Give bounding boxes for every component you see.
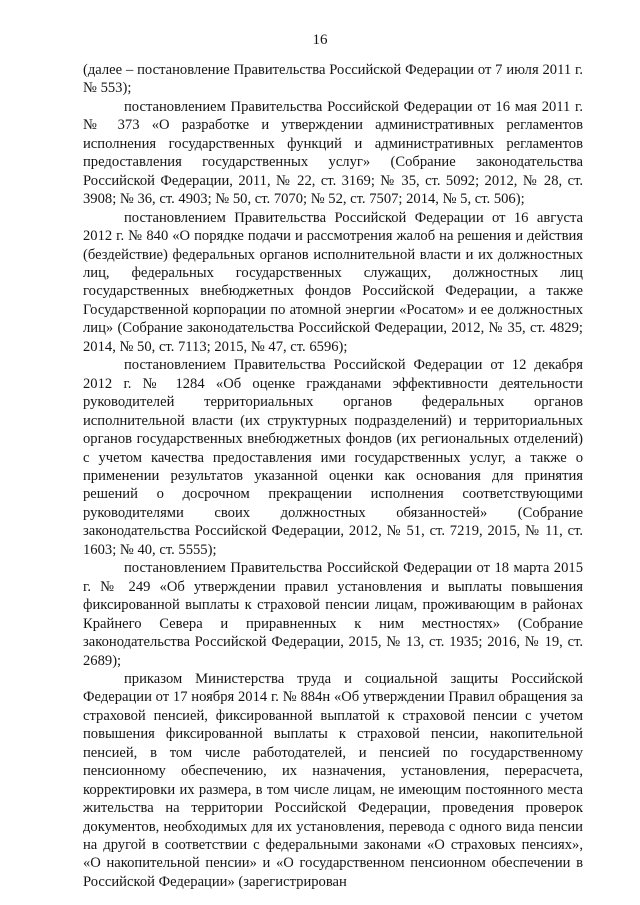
document-body (83, 61, 583, 891)
paragraph-resolution-1284: постановлением Правительства Российской Федерации от 12 декабря 2012 г. № 1284 «Об оценке гражданами эффективности деятельности руководителей территориальных органов федеральных органов исполнительной власти (их структурных подразделений) и территориальных органов государственных внебюджетных фондов (их региональных отделений) с учетом качества предоставления ими государственных услуг, а также о применении результатов указанной оценки как основания для принятия решений о досрочном прекращении исполнения соответствующими руководителями своих должностных обязанностей» (Собрание законодательства Российской Федерации, 2012, № 51, ст. 7219, 2015, № 11, ст. 1603; № 40, ст. 5555); (83, 357, 583, 558)
paragraph-resolution-373: постановлением Правительства Российской Федерации от 16 мая 2011 г. № 373 «О разработке и утверждении административных регламентов исполнения государственных функций и административных регламентов предоставления государственных услуг» (Собрание законодательства Российской Федерации, 2011, № 22, ст. 3169; № 35, ст. 5092; 2012, № 28, ст. 3908; № 36, ст. 4903; № 50, ст. 7070; № 52, ст. 7507; 2014, № 5, ст. 506); (83, 98, 583, 208)
paragraph-resolution-249: постановлением Правительства Российской Федерации от 18 марта 2015 г. № 249 «Об утверждении правил установления и выплаты повышения фиксированной выплаты к страховой пенсии лицам, проживающим в районах Крайнего Севера и приравненных к ним местностях» (Собрание законодательства Российской Федерации, 2015, № 13, ст. 1935; 2016, № 19, ст. 2689); (83, 560, 583, 669)
paragraph-order-884n: приказом Министерства труда и социальной защиты Российской Федерации от 17 ноября 2014 г. № 884н «Об утверждении Правил обращения за страховой пенсией, фиксированной выплатой к страховой пенсии с учетом повышения фиксированной выплаты к страховой пенсии, накопительной пенсией, в том числе работодателей, и пенсией по государственному пенсионному обеспечению, их назначения, установления, перерасчета, корректировки их размера, в том числе лицам, не имеющим постоянного места жительства на территории Российской Федерации, проведения проверок документов, необходимых для их установления, перевода с одного вида пенсии на другой в соответствии с федеральными законами «О страховых пенсиях», «О накопительной пенсии» и «О государственном пенсионном обеспечении в Российской Федерации» (зарегистрирован (83, 670, 583, 890)
page-number: 16 (312, 32, 328, 48)
paragraph-resolution-840: постановлением Правительства Российской Федерации от 16 августа 2012 г. № 840 «О порядке подачи и рассмотрения жалоб на решения и действия (бездействие) федеральных органов исполнительной власти и их должностных лиц, федеральных государственных служащих, должностных лиц государственных внебюджетных фондов Российской Федерации, а также Государственной корпорации по атомной энергии «Росатом» и ее должностных лиц» (Собрание законодательства Российской Федерации, 2012, № 35, ст. 4829; 2014, № 50, ст. 7113; 2015, № 47, ст. 6596); (83, 209, 583, 355)
paragraph-continuation: (далее – постановление Правительства Российской Федерации от 7 июля 2011 г. № 553); (83, 62, 583, 97)
